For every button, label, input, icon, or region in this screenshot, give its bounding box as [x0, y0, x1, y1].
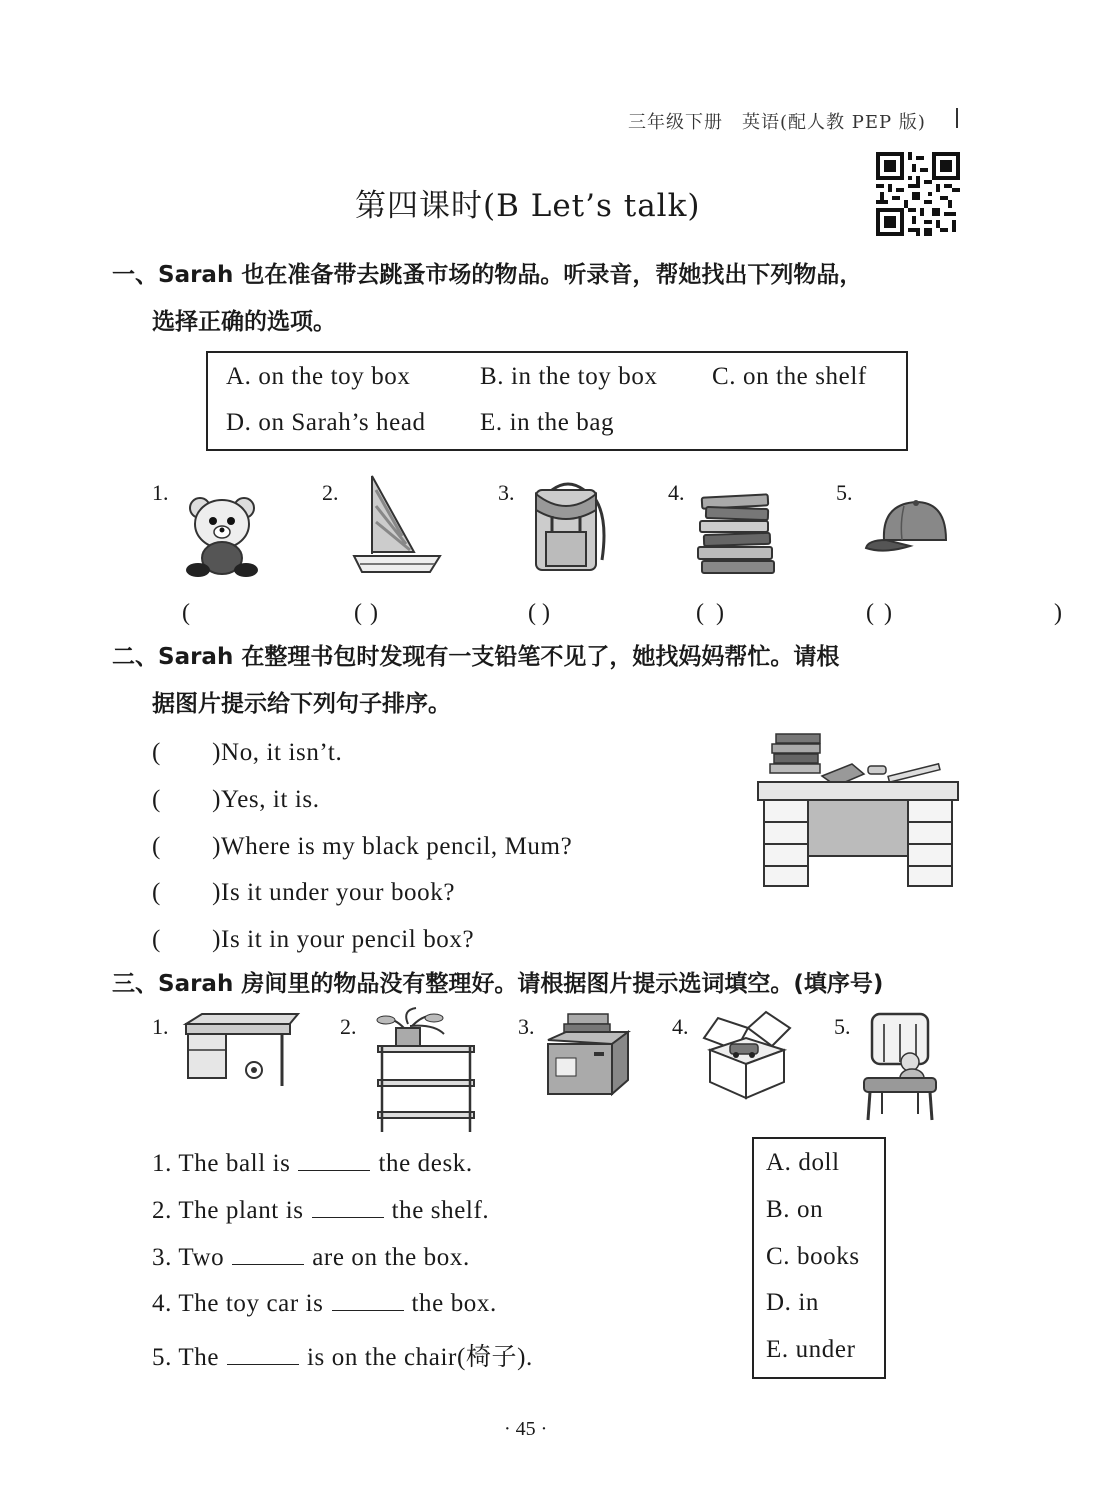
- section1-instruction-line2: 选择正确的选项。: [152, 309, 336, 335]
- fill-sentence-3: [152, 1244, 470, 1272]
- qr-code[interactable]: [876, 152, 960, 240]
- fill-sentence-4-post: the box.: [411, 1290, 497, 1317]
- section2-sentence-1[interactable]: ( )No, it isn’t.: [152, 739, 343, 766]
- option-e: E. in the bag: [480, 409, 615, 436]
- item4-number: 4.: [668, 480, 685, 505]
- item5-answer-blank[interactable]: ( ): [866, 600, 1106, 626]
- word-bank-a: A. doll: [766, 1149, 840, 1176]
- option-a: A. on the toy box: [226, 363, 411, 390]
- section2-instruction-line2: 据图片提示给下列句子排序。: [152, 691, 451, 717]
- section1-instruction-line1: 一、Sarah 也在准备带去跳蚤市场的物品。听录音，帮她找出下列物品，: [112, 262, 863, 288]
- fill-sentence-3-post: are on the box.: [312, 1244, 470, 1271]
- word-bank-c: C. books: [766, 1243, 860, 1270]
- fill-sentence-2: [152, 1197, 489, 1225]
- backpack-icon: [528, 480, 608, 580]
- fill-sentence-3-pre: 3. Two: [152, 1244, 225, 1271]
- section2-instruction-line1: 二、Sarah 在整理书包时发现有一支铅笔不见了，她找妈妈帮忙。请根: [112, 644, 840, 670]
- word-bank-b: B. on: [766, 1196, 824, 1223]
- section2-sentence-3[interactable]: ( )Where is my black pencil, Mum?: [152, 833, 573, 860]
- fill-blank-5[interactable]: [227, 1344, 299, 1365]
- books-on-box-icon: [546, 1010, 630, 1100]
- cap-icon: [864, 500, 950, 560]
- fill-blank-3[interactable]: [232, 1244, 304, 1265]
- sailboat-icon: [352, 472, 442, 580]
- desk-illustration: [756, 730, 960, 892]
- desk-with-ball-icon: [182, 1012, 300, 1092]
- option-c: C. on the shelf: [712, 363, 867, 390]
- fill-sentence-1-post: the desk.: [378, 1150, 473, 1177]
- fill-blank-4[interactable]: [332, 1290, 404, 1311]
- option-b: B. in the toy box: [480, 363, 658, 390]
- item4-answer-blank[interactable]: ( ): [696, 600, 936, 626]
- pic3-number: 3.: [518, 1014, 535, 1039]
- item2-answer-blank[interactable]: ( ): [354, 600, 594, 626]
- item1-answer-blank[interactable]: ( ): [182, 600, 422, 626]
- item5-number: 5.: [836, 480, 853, 505]
- fill-sentence-5: [152, 1337, 533, 1373]
- page-number: · 45 ·: [504, 1418, 548, 1440]
- fill-sentence-5-pre: 5. The: [152, 1344, 220, 1371]
- section2-sentence-5[interactable]: ( )Is it in your pencil box?: [152, 926, 475, 953]
- section3-instruction: 三、Sarah 房间里的物品没有整理好。请根据图片提示选词填空。(填序号): [112, 971, 884, 997]
- item3-number: 3.: [498, 480, 515, 505]
- fill-sentence-4: [152, 1290, 497, 1318]
- word-bank-box: [752, 1137, 886, 1379]
- item3-answer-blank[interactable]: ( ): [528, 600, 768, 626]
- section1-options-box: [206, 351, 908, 451]
- fill-sentence-2-post: the shelf.: [391, 1197, 490, 1224]
- header-divider: [956, 108, 958, 128]
- pic2-number: 2.: [340, 1014, 357, 1039]
- fill-sentence-1-pre: 1. The ball is: [152, 1150, 291, 1177]
- doll-on-chair-icon: [860, 1012, 942, 1126]
- word-bank-e: E. under: [766, 1336, 856, 1363]
- fill-sentence-2-pre: 2. The plant is: [152, 1197, 304, 1224]
- plant-on-shelf-icon: [372, 1008, 478, 1138]
- section2-sentence-2[interactable]: ( )Yes, it is.: [152, 786, 320, 813]
- option-d: D. on Sarah’s head: [226, 409, 426, 436]
- lesson-title: 第四课时(B Let’s talk): [355, 188, 701, 224]
- car-in-box-icon: [700, 1010, 792, 1104]
- pic1-number: 1.: [152, 1014, 169, 1039]
- fill-sentence-5-post: is on the chair(椅子).: [307, 1344, 533, 1371]
- fill-blank-2[interactable]: [312, 1197, 384, 1218]
- book-header: 三年级下册 英语(配人教 PEP 版): [628, 112, 926, 133]
- teddy-bear-icon: [186, 496, 262, 582]
- fill-sentence-1: [152, 1150, 473, 1178]
- pic5-number: 5.: [834, 1014, 851, 1039]
- pic4-number: 4.: [672, 1014, 689, 1039]
- item2-number: 2.: [322, 480, 339, 505]
- section2-sentence-4[interactable]: ( )Is it under your book?: [152, 879, 456, 906]
- word-bank-d: D. in: [766, 1289, 819, 1316]
- item1-number: 1.: [152, 480, 169, 505]
- book-stack-icon: [696, 494, 778, 580]
- fill-blank-1[interactable]: [298, 1150, 370, 1171]
- fill-sentence-4-pre: 4. The toy car is: [152, 1290, 324, 1317]
